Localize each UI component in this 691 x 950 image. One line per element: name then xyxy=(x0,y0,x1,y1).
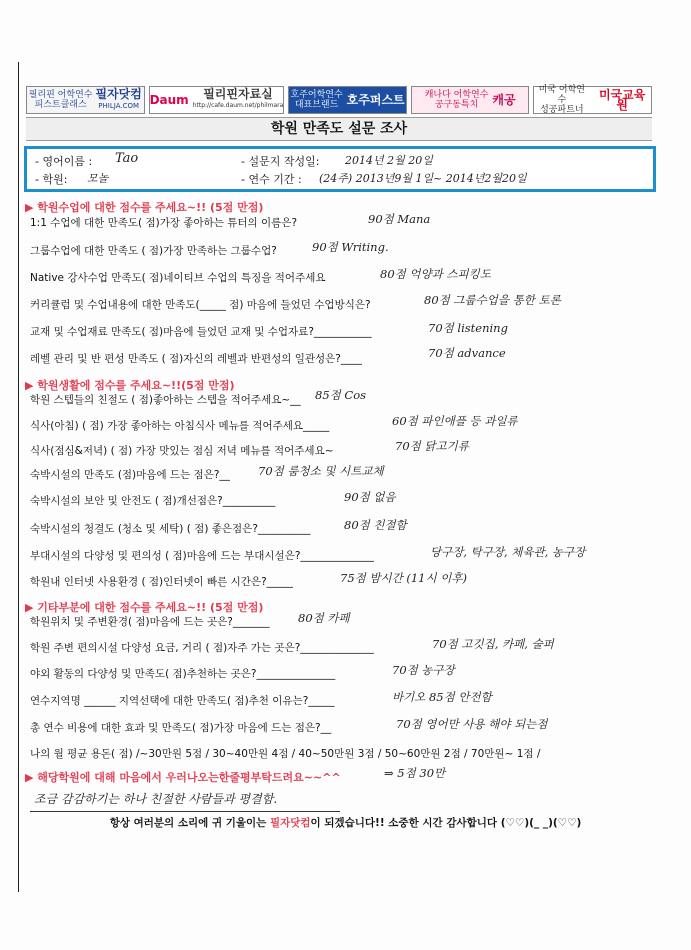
question: 숙박시설의 만족도 (점)마음에 드는 점은?__ xyxy=(30,469,230,481)
banner-text: 호주어학연수 xyxy=(290,90,343,100)
question: 부대시설의 다양성 및 편의성 ( 점)마음에 드는 부대시설은?______________ xyxy=(30,550,374,562)
banner-brand: 캐공 xyxy=(492,93,516,107)
footer-message xyxy=(0,815,691,830)
banner-brand: 호주퍼스트 xyxy=(346,93,405,107)
banner-text: 미국 어학연수 xyxy=(538,85,586,105)
banner-text: 공구동특치 xyxy=(434,100,479,110)
banner-text: 성공파트너 xyxy=(540,105,584,115)
answer: 70점 룸청소 및 시트교체 xyxy=(258,464,384,478)
period-label: - 연수 기간 : xyxy=(241,173,302,186)
banner-text: 피스트클래스 xyxy=(34,100,87,110)
answer: 80점 그룹수업을 통한 토론 xyxy=(424,293,561,307)
answer: 70점 listening xyxy=(428,321,508,335)
question: 숙박시설의 보안 및 안전도 ( 점)개선점은?__________ xyxy=(30,495,276,507)
page-title: 학원 만족도 설문 조사 xyxy=(26,117,652,141)
question: 숙박시설의 청결도 (청소 및 세탁) ( 점) 좋은점은?__________ xyxy=(30,523,311,535)
answer: 80점 억양과 스피킹도 xyxy=(380,267,491,281)
daum-logo: Daum xyxy=(149,93,189,107)
answer: 90점 없음 xyxy=(344,490,396,504)
banner-daum[interactable] xyxy=(149,86,285,114)
answer: 70점 영어만 사용 해야 되는점 xyxy=(396,717,548,731)
name-value: Tao xyxy=(115,151,139,166)
banner-cagong[interactable] xyxy=(411,86,530,114)
banner-hoju[interactable] xyxy=(288,86,407,114)
answer: 75점 밤시간 (11시 이후) xyxy=(340,571,467,585)
banner-brand: 필자닷컴 xyxy=(95,87,142,101)
banner-url: PHILJA.COM xyxy=(98,102,140,110)
question: 1:1 수업에 대한 만족도( 점)가장 좋아하는 튜터의 이름은? xyxy=(30,217,298,229)
banner-text: 필리핀 어학연수 xyxy=(28,90,93,100)
margin-line xyxy=(18,62,19,892)
answer: 80점 카페 xyxy=(298,611,350,625)
answer: ⇒ 5점 30만 xyxy=(384,766,446,780)
section-title: ▶ 해당학원에 대해 마음에서 우러나오는한줄평부탁드려요~~^^ xyxy=(25,771,341,784)
answer: 70점 고깃집, 카페, 술퍼 xyxy=(432,637,554,651)
date-label: - 설문지 작성일: xyxy=(241,155,320,168)
banner-usa[interactable] xyxy=(533,86,652,114)
question: 식사(점심&저녁) ( 점) 가장 맛있는 점심 저녁 메뉴를 적어주세요~ xyxy=(30,445,334,457)
question: 커리큘럼 및 수업내용에 대한 만족도(_____ 점) 마음에 들었던 수업방식은? xyxy=(30,299,371,311)
answer: 당구장, 탁구장, 체육관, 농구장 xyxy=(430,545,586,559)
school-label: - 학원: xyxy=(35,173,68,186)
answer: 90점 Writing. xyxy=(312,240,389,254)
comment-text: 조금 감감하기는 하나 친절한 사람들과 평결함. xyxy=(34,792,278,806)
banner-text: 대표브랜드 xyxy=(294,100,339,110)
question: 총 연수 비용에 대한 효과 및 만족도( 점)가장 마음에 드는 점은?__ xyxy=(30,722,332,734)
banner-url: http://cafe.daum.net/philmara xyxy=(192,102,284,109)
section-title: ▶ 학원수업에 대한 점수를 주세요~!! (5점 만점) xyxy=(25,201,264,214)
answer: 바기오 85점 안전함 xyxy=(392,690,492,704)
name-label: - 영어이름 : xyxy=(35,155,93,168)
question: 교재 및 수업재료 만족도( 점)마음에 들었던 교재 및 수업자료?___________ xyxy=(30,326,372,338)
question: 학원 스텝들의 친절도 ( 점)좋아하는 스텝을 적어주세요~__ xyxy=(30,394,301,406)
banner-brand: 미국교육원 xyxy=(598,88,646,112)
question: 나의 월 평균 용돈( 점) /~30만원 5점 / 30~40만원 4점 / 40~50만원 3점 / 50~60만원 2점 / 70만원~ 1점 / xyxy=(30,748,541,760)
question: 학원 주변 편의시설 다양성 요금, 거리 ( 점)자주 가는 곳은?______________ xyxy=(30,642,374,654)
answer: 70점 농구장 xyxy=(392,663,455,677)
answer: 90점 Mana xyxy=(368,212,431,226)
period-value: (24주) 2013년9월 1일~ 2014년2월20일 xyxy=(319,172,527,185)
question: 그룹수업에 대한 만족도 ( 점)가장 만족하는 그룹수업? xyxy=(30,245,277,257)
question: 학원위치 및 주변환경( 점)마음에 드는 곳은?_______ xyxy=(30,616,270,628)
banner-philja[interactable] xyxy=(26,86,145,114)
banner-brand: 필리핀자료실 xyxy=(203,87,273,101)
school-value: 모놀 xyxy=(87,172,109,185)
question: 레벨 관리 및 반 편성 만족도 ( 점)자신의 레벨과 반편성의 일관성은?____ xyxy=(30,353,362,365)
footer-text: 항상 여러분의 소리에 귀 기울이는 xyxy=(109,817,270,829)
question: 연수지역명 ______ 지역선택에 대한 만족도( 점)추천 이유는?_____ xyxy=(30,695,335,707)
question: 야외 활동의 다양성 및 만족도( 점)추천하는 곳은?_______________ xyxy=(30,668,336,680)
question: 학원내 인터넷 사용환경 ( 점)인터넷이 빠른 시간은?_____ xyxy=(30,576,293,588)
answer: 70점 advance xyxy=(428,346,506,360)
sponsor-banner xyxy=(26,86,652,114)
footer-brand: 필자닷컴 xyxy=(269,817,311,829)
info-box xyxy=(24,146,656,192)
answer: 60점 파인애플 등 과일류 xyxy=(392,414,518,428)
section-title: ▶ 기타부분에 대한 점수를 주세요~!! (5점 만점) xyxy=(25,601,264,614)
answer: 85점 Cos xyxy=(315,388,367,402)
answer: 70점 닭고기류 xyxy=(395,439,469,453)
section-title: ▶ 학원생활에 점수를 주세요~!!(5점 만점) xyxy=(25,379,235,392)
date-value: 2014년 2월 20일 xyxy=(345,154,433,167)
banner-text: 캐나다 어학연수 xyxy=(424,90,489,100)
footer-text: 이 되겠습니다!! 소중한 시간 감사합니다 (♡♡)(_ _)(♡♡) xyxy=(310,817,582,829)
comment-underline xyxy=(30,811,340,812)
answer: 80점 친절함 xyxy=(344,518,407,532)
question: 식사(아침) ( 점) 가장 좋아하는 아침식사 메뉴를 적어주세요_____ xyxy=(30,420,330,432)
question: Native 강사수업 만족도( 점)네이티브 수업의 특징을 적어주세요 xyxy=(30,272,326,284)
